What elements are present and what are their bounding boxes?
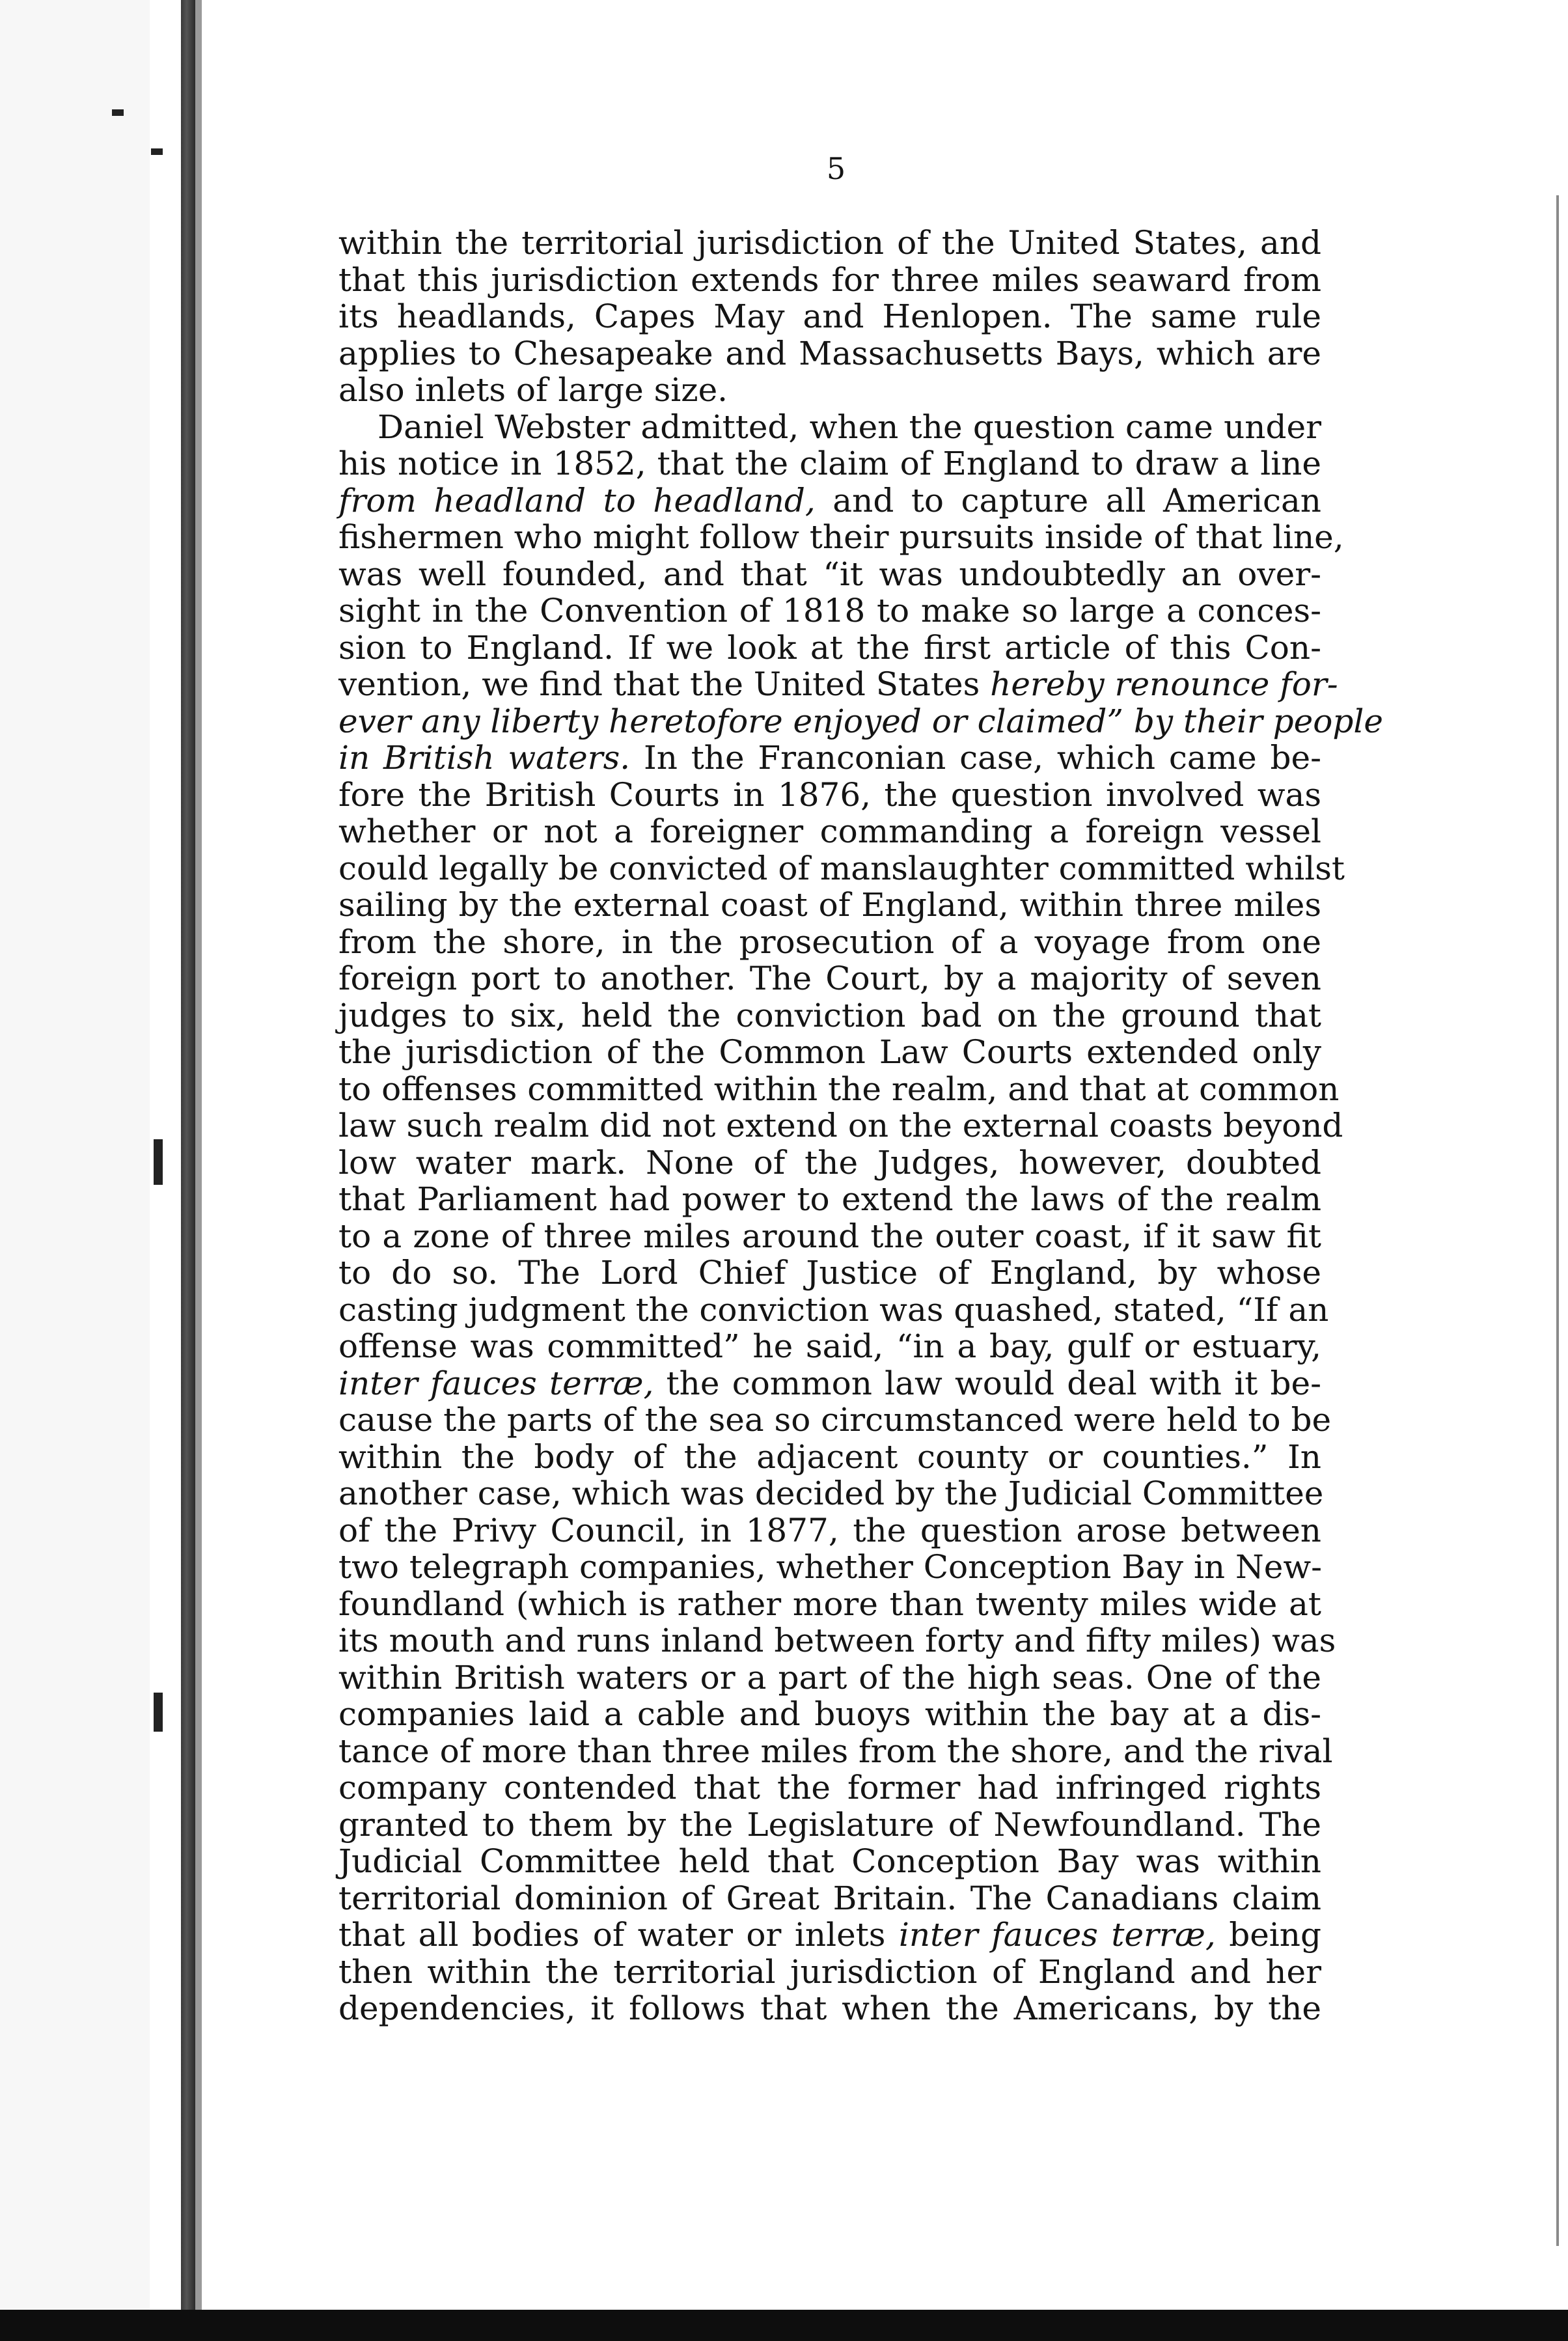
line-text: In the Franconian case, which came be- xyxy=(630,739,1321,777)
line-text: that all bodies of water or inlets xyxy=(338,1916,899,1954)
line-text: its mouth and runs inland between forty and fifty miles) was xyxy=(338,1622,1336,1659)
line-text: another case, which was decided by the Judicial Committee xyxy=(338,1475,1324,1512)
line-text: offense was committed” he said, “in a bay, gulf or estuary, xyxy=(338,1327,1321,1365)
text-line xyxy=(338,1107,1343,1144)
text-line xyxy=(338,1144,1321,1182)
text-line xyxy=(338,1070,1340,1108)
line-text: from the shore, in the prosecution of a voyage from one xyxy=(338,922,1321,961)
line-text: low water mark. None of the Judges, however, doubted xyxy=(338,1143,1321,1182)
line-text: fore the British Courts in 1876, the question involved was xyxy=(338,775,1321,814)
text-line xyxy=(338,960,1321,997)
text-line xyxy=(338,1365,1321,1402)
text-line xyxy=(338,1034,1321,1071)
line-text: of the Privy Council, in 1877, the question arose between xyxy=(338,1511,1321,1549)
text-line xyxy=(338,1917,1321,1954)
text-line xyxy=(338,1328,1321,1365)
text-line xyxy=(338,924,1321,961)
line-text: dependencies, it follows that when the Americans, by the xyxy=(338,1989,1321,2027)
line-text: to do so. The Lord Chief Justice of England, by whose xyxy=(338,1254,1321,1292)
text-line xyxy=(338,1622,1336,1659)
text-line xyxy=(338,298,1321,335)
line-text: company contended that the former had infringed rights xyxy=(338,1769,1321,1807)
text-line xyxy=(338,997,1321,1034)
line-text: its headlands, Capes May and Henlopen. The same rule xyxy=(338,298,1321,335)
text-line xyxy=(338,518,1344,556)
line-text: that this jurisdiction extends for three miles seaward from xyxy=(338,260,1321,299)
text-line xyxy=(338,445,1321,482)
line-text: two telegraph companies, whether Conception Bay in New- xyxy=(338,1548,1323,1586)
line-text: fishermen who might follow their pursuits inside of that line, xyxy=(338,518,1344,556)
text-line xyxy=(338,372,1321,409)
text-line xyxy=(338,1696,1321,1733)
binding-notch xyxy=(154,1693,163,1732)
text-line xyxy=(338,1290,1329,1329)
line-text: applies to Chesapeake and Massachusetts Bays, which are xyxy=(338,334,1321,372)
text-line xyxy=(338,665,1338,703)
line-text: within the territorial jurisdiction of the United States, and xyxy=(338,224,1321,262)
line-text: companies laid a cable and buoys within the bay at a dis- xyxy=(338,1695,1321,1733)
text-line xyxy=(338,1475,1324,1512)
binding-notch xyxy=(112,109,124,116)
line-text: sailing by the external coast of England, within three miles xyxy=(338,886,1321,924)
line-text: that Parliament had power to extend the laws of the realm xyxy=(338,1180,1321,1218)
text-line xyxy=(338,1218,1321,1255)
italic-phrase: ever any liberty heretofore enjoyed or claimed” by their people xyxy=(338,702,1383,740)
text-line xyxy=(338,1586,1321,1623)
text-line xyxy=(338,1439,1321,1476)
line-text: sion to England. If we look at the first article of this Con- xyxy=(338,628,1321,667)
line-text: territorial dominion of Great Britain. The Canadians claim xyxy=(338,1879,1321,1917)
line-text: foundland (which is rather more than twenty miles wide at xyxy=(338,1585,1321,1623)
text-line xyxy=(338,1401,1332,1439)
line-text: granted to them by the Legislature of Newfoundland. The xyxy=(338,1805,1321,1844)
text-line xyxy=(338,409,1321,446)
text-line xyxy=(338,1659,1321,1697)
italic-phrase: hereby renounce for- xyxy=(990,665,1338,703)
text-line xyxy=(338,1512,1321,1549)
text-line xyxy=(338,335,1321,372)
italic-phrase: inter fauces terræ, xyxy=(338,1364,654,1402)
binding-notch xyxy=(154,1139,163,1185)
text-line xyxy=(338,262,1321,299)
line-text: casting judgment the conviction was quashed, stated, “If an xyxy=(338,1290,1329,1329)
text-line xyxy=(338,630,1321,667)
line-text: then within the territorial jurisdiction of England and her xyxy=(338,1952,1321,1991)
text-line xyxy=(338,225,1321,262)
line-text: within British waters or a part of the high seas. One of the xyxy=(338,1658,1321,1697)
line-text: foreign port to another. The Court, by a majority of seven xyxy=(338,960,1321,997)
line-text: within the body of the adjacent county or counties.” In xyxy=(338,1437,1321,1476)
text-line xyxy=(338,482,1321,519)
text-line xyxy=(338,1732,1333,1770)
line-text: his notice in 1852, that the claim of England to draw a line xyxy=(338,445,1321,482)
line-text: and to capture all American xyxy=(815,481,1321,519)
line-text: vention, we find that the United States xyxy=(338,665,991,703)
binding-strip xyxy=(181,0,195,2341)
text-line xyxy=(338,813,1321,850)
binding-margin xyxy=(0,0,150,2341)
text-line xyxy=(338,1769,1321,1807)
text-line xyxy=(338,1254,1321,1292)
line-text: also inlets of large size. xyxy=(338,371,728,409)
text-line xyxy=(338,1807,1321,1844)
text-line xyxy=(338,556,1321,593)
text-line xyxy=(338,592,1321,630)
italic-phrase: in British waters. xyxy=(338,739,631,777)
page-right-edge xyxy=(1556,195,1559,2246)
text-line xyxy=(338,702,1383,740)
text-line xyxy=(338,1954,1321,1991)
line-text: the jurisdiction of the Common Law Courts extended only xyxy=(338,1033,1321,1071)
line-text: Daniel Webster admitted, when the question came under xyxy=(378,408,1321,446)
line-text: could legally be convicted of manslaughter committed whilst xyxy=(338,849,1345,887)
line-text: whether or not a foreigner commanding a foreign vessel xyxy=(338,812,1321,850)
scan-bottom-border xyxy=(0,2310,1568,2341)
line-text: the common law would deal with it be- xyxy=(653,1364,1321,1402)
line-text: tance of more than three miles from the shore, and the rival xyxy=(338,1732,1333,1770)
line-text: to offenses committed within the realm, and that at common xyxy=(338,1070,1340,1108)
text-line xyxy=(338,1549,1321,1586)
line-text: Judicial Committee held that Conception Bay was within xyxy=(338,1842,1321,1880)
text-line xyxy=(338,1880,1321,1917)
binding-edge xyxy=(195,0,202,2341)
text-line xyxy=(338,1843,1321,1880)
text-line xyxy=(338,1181,1321,1218)
text-line xyxy=(338,740,1321,777)
text-line xyxy=(338,777,1321,814)
italic-phrase: from headland to headland, xyxy=(338,481,816,519)
line-text: judges to six, held the conviction bad on the ground that xyxy=(338,996,1321,1034)
line-text: law such realm did not extend on the external coasts beyond xyxy=(338,1107,1343,1144)
text-line xyxy=(338,1990,1321,2027)
body-text xyxy=(338,224,1383,2027)
line-text: was well founded, and that “it was undoubtedly an over- xyxy=(338,555,1321,593)
italic-phrase: inter fauces terræ, xyxy=(898,1916,1216,1954)
page-number: 5 xyxy=(826,151,846,186)
line-text: being xyxy=(1215,1916,1321,1954)
line-text: to a zone of three miles around the outer coast, if it saw fit xyxy=(338,1217,1321,1255)
line-text: sight in the Convention of 1818 to make so large a conces- xyxy=(338,592,1321,630)
text-line xyxy=(338,849,1345,887)
line-text: cause the parts of the sea so circumstanced were held to be xyxy=(338,1401,1332,1439)
text-line xyxy=(338,887,1321,924)
